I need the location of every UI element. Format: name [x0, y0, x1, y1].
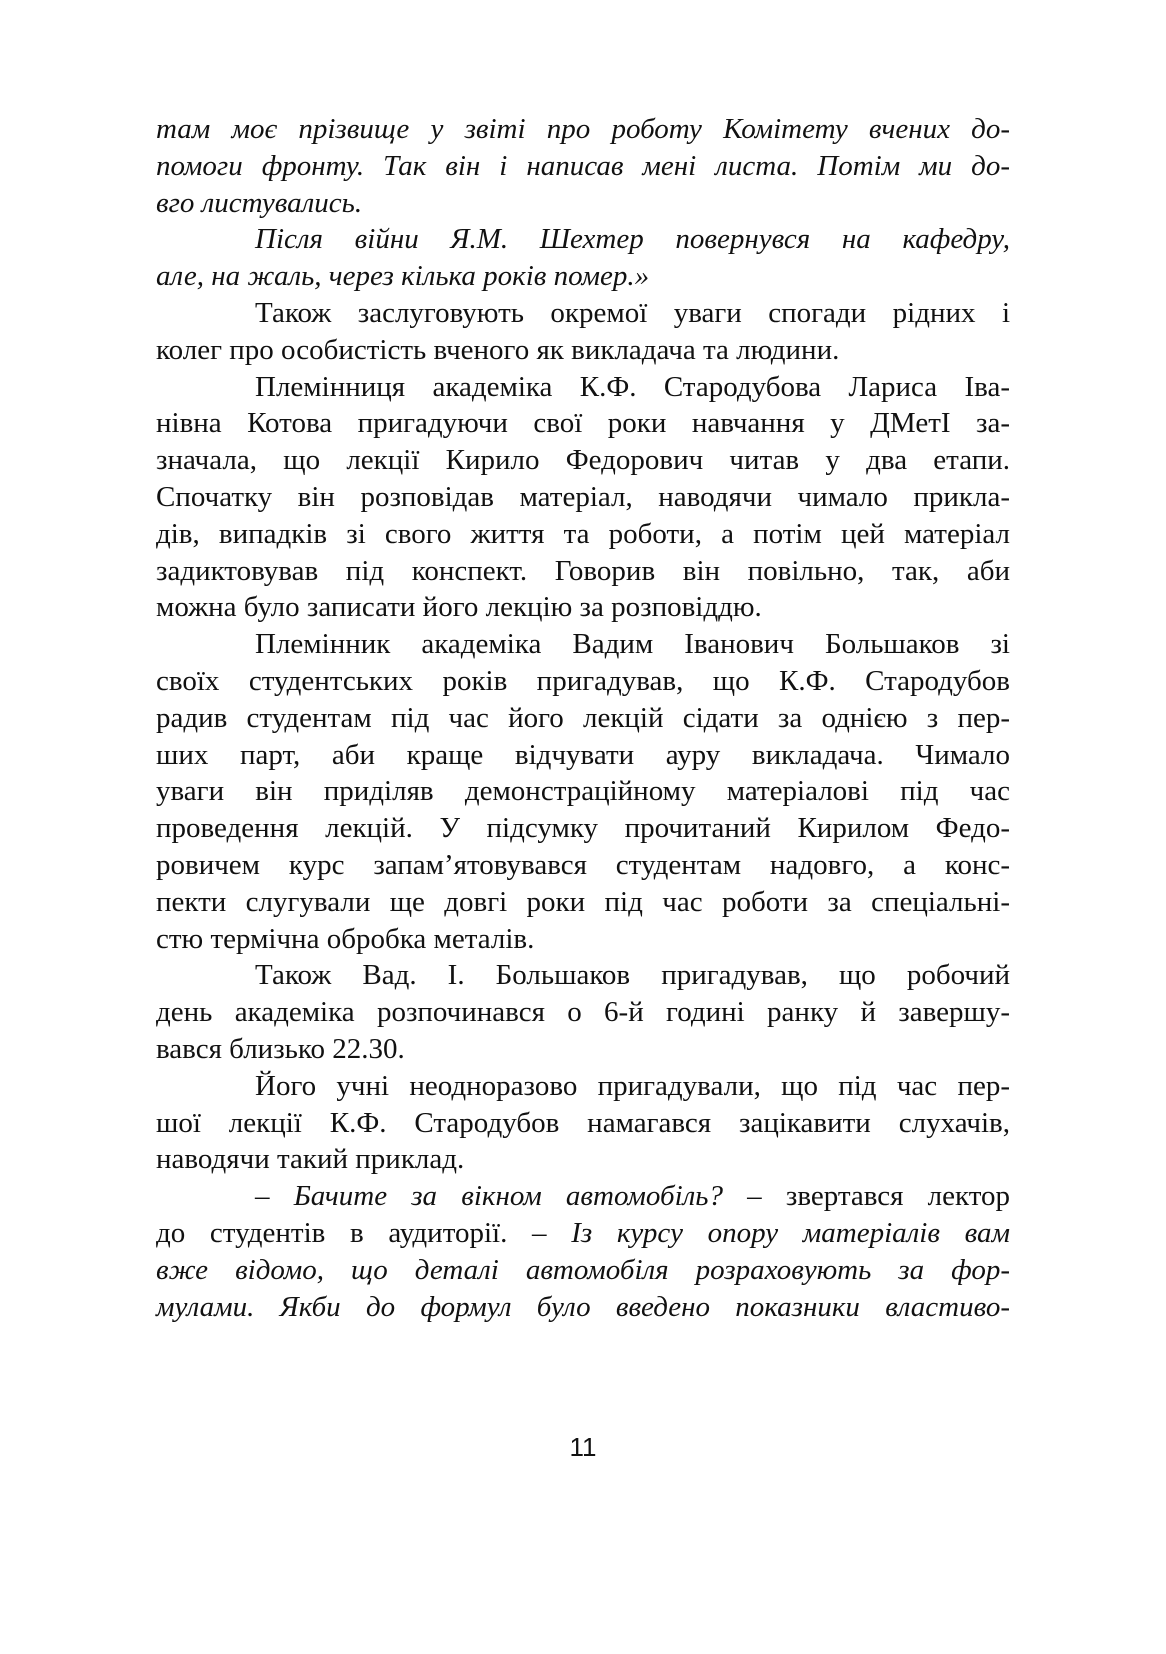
text-line	[156, 921, 1010, 958]
regular-text: можна було записати його лекцію за розповіддю.	[156, 591, 762, 624]
regular-text: Спочатку він розповідав матеріал, наводячи чимало прикла-	[156, 480, 1010, 513]
regular-text: до студентів в аудиторії. –	[156, 1216, 572, 1249]
text-line	[156, 737, 1010, 774]
text-line	[156, 369, 1010, 406]
paragraph-p1	[156, 111, 1010, 221]
regular-text: день академіка розпочинався о 6-й годині ранку й завершу-	[156, 996, 1010, 1029]
text-line	[156, 185, 1010, 222]
regular-text: колег про особистість вченого як викладача та людини.	[156, 333, 840, 366]
regular-text: пекти слугували ще довгі роки під час роботи за спеціальні-	[156, 885, 1010, 918]
regular-text: Також заслуговують окремої уваги спогади рідних і	[255, 296, 1010, 329]
regular-text: ровичем курс запам’ятовувався студентам надовго, а конс-	[156, 848, 1010, 881]
paragraph-p3	[156, 295, 1010, 369]
text-line	[156, 516, 1010, 553]
regular-text: ших парт, аби краще відчувати ауру викладача. Чимало	[156, 738, 1010, 771]
text-line	[156, 589, 1010, 626]
text-line	[156, 1252, 1010, 1289]
text-line	[156, 810, 1010, 847]
italic-text: мулами. Якби до формул було введено показники властиво-	[156, 1290, 1010, 1323]
regular-text: своїх студентських років пригадував, що К.Ф. Стародубов	[156, 664, 1010, 697]
regular-text: шої лекції К.Ф. Стародубов намагався зацікавити слухачів,	[156, 1106, 1010, 1139]
text-line	[156, 148, 1010, 185]
regular-text: Його учні неодноразово пригадували, що під час пер-	[255, 1069, 1010, 1102]
regular-text: Племінниця академіка К.Ф. Стародубова Лариса Іва-	[255, 370, 1010, 403]
text-line	[156, 479, 1010, 516]
text-line	[156, 1215, 1010, 1252]
text-line	[156, 295, 1010, 332]
regular-text: нівна Котова пригадуючи свої роки навчання у ДМетІ за-	[156, 407, 1010, 440]
text-line	[156, 1289, 1010, 1326]
regular-text: радив студентам під час його лекцій сідати за однією з пер-	[156, 701, 1010, 734]
regular-text: наводячи такий приклад.	[156, 1143, 465, 1176]
paragraph-p2	[156, 221, 1010, 295]
italic-text: вго листувались.	[156, 186, 363, 219]
italic-text: Після війни Я.М. Шехтер повернувся на кафедру,	[255, 223, 1010, 256]
regular-text: вався близько 22.30.	[156, 1032, 405, 1065]
italic-text: там моє прізвище у звіті про роботу Комітету вчених до-	[156, 113, 1010, 145]
text-line	[156, 1178, 1010, 1215]
regular-text: – звертався лектор	[722, 1180, 1010, 1213]
text-line	[156, 332, 1010, 369]
text-line	[156, 1068, 1010, 1105]
text-line	[156, 626, 1010, 663]
text-line	[156, 994, 1010, 1031]
text-line	[156, 884, 1010, 921]
text-line	[156, 1031, 1010, 1068]
regular-text: значала, що лекції Кирило Федорович читав у два етапи.	[156, 444, 1010, 477]
text-line	[156, 773, 1010, 810]
regular-text: –	[255, 1180, 294, 1213]
italic-text: але, на жаль, через кілька років помер.»	[156, 260, 650, 293]
text-line	[156, 847, 1010, 884]
text-line	[156, 442, 1010, 479]
page-number: 11	[569, 1432, 597, 1462]
paragraph-p7	[156, 1068, 1010, 1178]
text-line	[156, 1105, 1010, 1142]
italic-text: вже відомо, що деталі автомобіля розраховують за фор-	[156, 1253, 1010, 1286]
text-line	[156, 957, 1010, 994]
text-line	[156, 663, 1010, 700]
text-line	[156, 405, 1010, 442]
text-line	[156, 553, 1010, 590]
regular-text: Племінник академіка Вадим Іванович Большаков зі	[255, 628, 1010, 661]
italic-text: Бачите за вікном автомобіль?	[293, 1180, 723, 1213]
text-line	[156, 1141, 1010, 1178]
text-line	[156, 258, 1010, 295]
italic-text: помоги фронту. Так він і написав мені листа. Потім ми до-	[156, 149, 1010, 182]
text-line	[156, 111, 1010, 148]
regular-text: проведення лекцій. У підсумку прочитаний Кирилом Федо-	[156, 812, 1010, 845]
page-body	[156, 111, 1010, 1325]
paragraph-p4	[156, 369, 1010, 627]
text-line	[156, 221, 1010, 258]
regular-text: стю термічна обробка металів.	[156, 922, 535, 955]
paragraph-p8	[156, 1178, 1010, 1325]
paragraph-p5	[156, 626, 1010, 957]
paragraph-p6	[156, 957, 1010, 1067]
regular-text: Також Вад. І. Большаков пригадував, що робочий	[255, 959, 1010, 992]
regular-text: задиктовував під конспект. Говорив він повільно, так, аби	[156, 554, 1010, 587]
regular-text: дів, випадків зі свого життя та роботи, а потім цей матеріал	[156, 517, 1010, 550]
regular-text: уваги він приділяв демонстраційному матеріалові під час	[156, 775, 1010, 808]
text-line	[156, 700, 1010, 737]
italic-text: Із курсу опору матеріалів вам	[571, 1216, 1010, 1249]
